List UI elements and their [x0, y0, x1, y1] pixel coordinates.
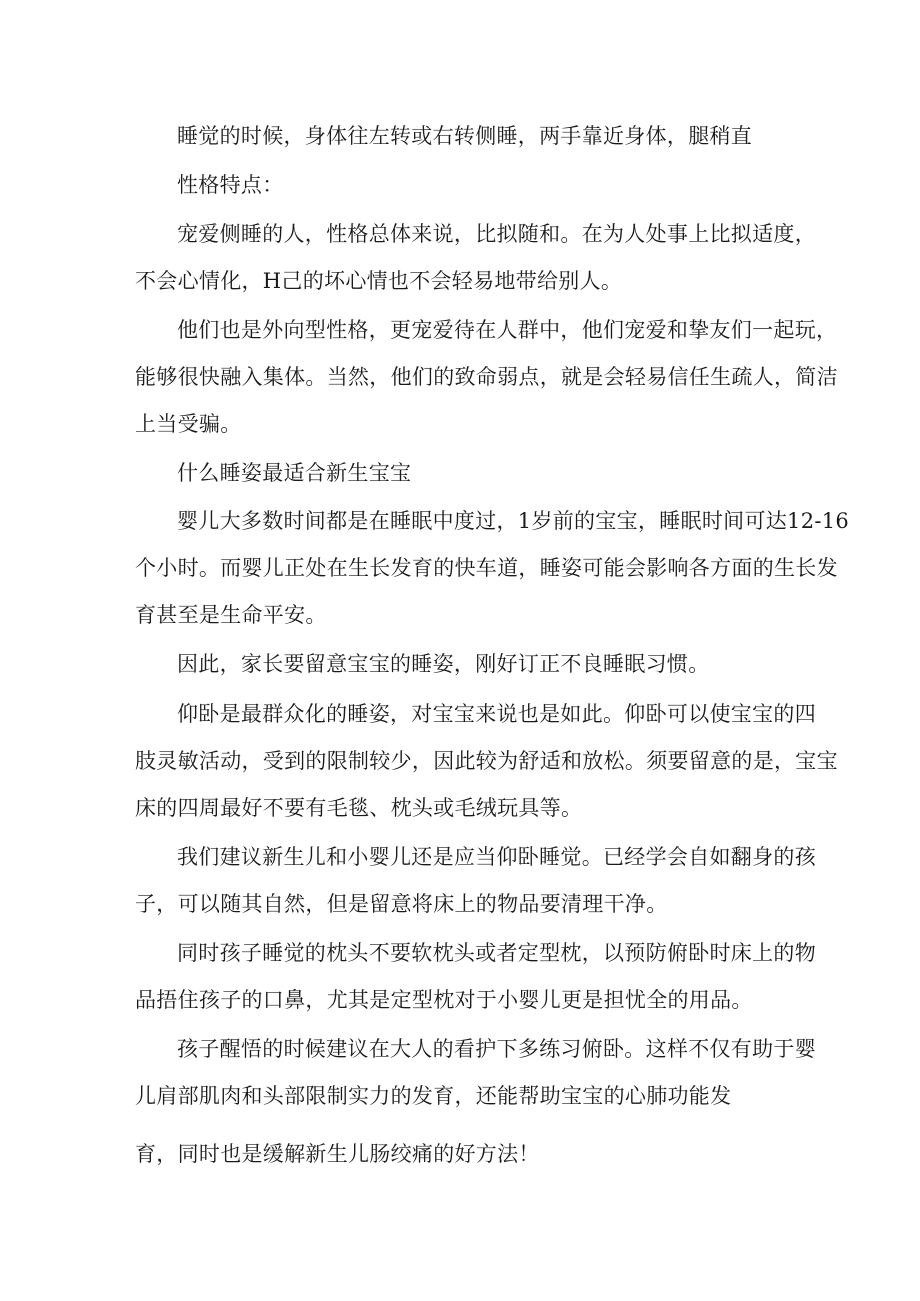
paragraph-line: 仰卧是最群众化的睡姿，对宝宝来说也是如此。仰卧可以使宝宝的四 — [177, 702, 816, 726]
paragraph-line: 不会心情化，H己的坏心情也不会轻易地带给别人。 — [135, 269, 623, 293]
section-heading: 什么睡姿最适合新生宝宝 — [177, 461, 412, 485]
paragraph-line: 睡觉的时候，身体往左转或右转侧睡，两手靠近身体，腿稍直 — [177, 124, 753, 148]
paragraph-line: 我们建议新生儿和小婴儿还是应当仰卧睡觉。已经学会自如翻身的孩 — [177, 845, 816, 869]
paragraph-line: 肢灵敏活动，受到的限制较少，因此较为舒适和放松。须要留意的是，宝宝 — [135, 749, 838, 773]
paragraph-line: 品捂住孩子的口鼻，尤其是定型枕对于小婴儿更是担忧全的用品。 — [135, 988, 753, 1012]
paragraph-line: 个小时。而婴儿正处在生长发育的快车道，睡姿可能会影响各方面的生长发 — [135, 556, 838, 580]
paragraph-line: 床的四周最好不要有毛毯、枕头或毛绒玩具等。 — [135, 796, 583, 820]
paragraph-line: 同时孩子睡觉的枕头不要软枕头或者定型枕，以预防俯卧时床上的物 — [177, 941, 816, 965]
section-heading: 性格特点： — [177, 173, 284, 197]
paragraph-line: 能够很快融入集体。当然，他们的致命弱点，就是会轻易信任生疏人，简洁 — [135, 365, 838, 389]
paragraph-line: 上当受骗。 — [135, 412, 242, 436]
paragraph-line: 宠爱侧睡的人，性格总体来说，比拟随和。在为人处事上比拟适度， — [177, 222, 816, 246]
paragraph-line: 他们也是外向型性格，更宠爱待在人群中，他们宠爱和挚友们一起玩， — [177, 318, 838, 342]
paragraph-line: 育，同时也是缓解新生儿肠绞痛的好方法！ — [135, 1142, 540, 1166]
paragraph-line: 婴儿大多数时间都是在睡眠中度过，1岁前的宝宝，睡眠时间可达12-16 — [177, 509, 850, 533]
paragraph-line: 子，可以随其自然，但是留意将床上的物品要清理干净。 — [135, 892, 668, 916]
paragraph-line: 孩子醒悟的时候建议在大人的看护下多练习俯卧。这样不仅有助于婴 — [177, 1037, 816, 1061]
paragraph-line: 育甚至是生命平安。 — [135, 603, 327, 627]
paragraph-line: 儿肩部肌肉和头部限制实力的发育，还能帮助宝宝的心肺功能发 — [135, 1084, 732, 1108]
paragraph-line: 因此，家长要留意宝宝的睡姿，刚好订正不良睡眠习惯。 — [177, 652, 710, 676]
